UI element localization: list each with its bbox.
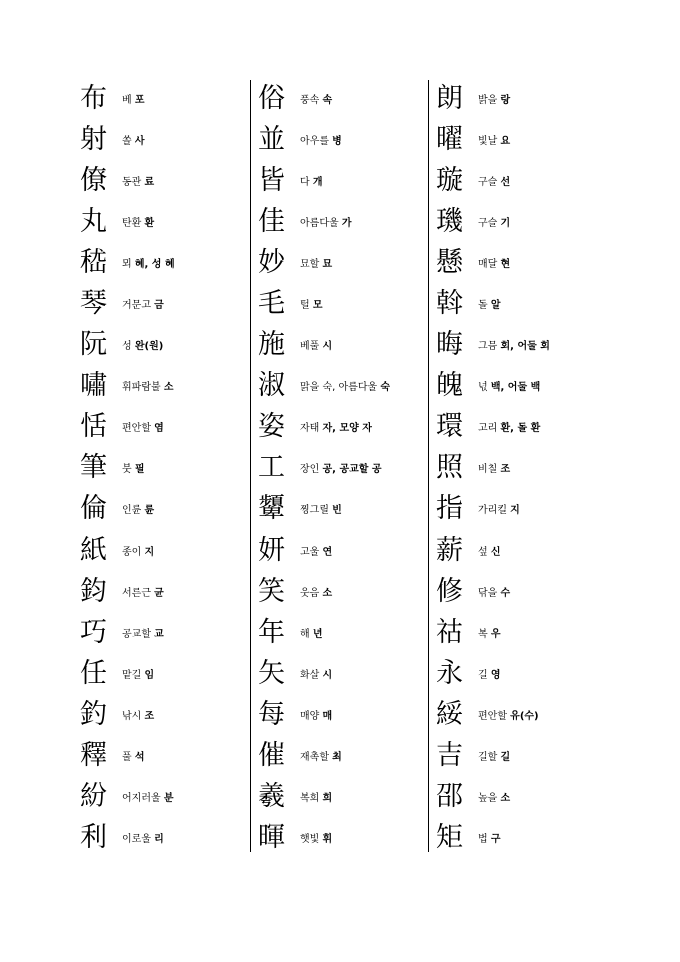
hanja-meaning: 고울 <box>300 546 320 558</box>
hanja-sound: 환, 돌 환 <box>500 423 541 435</box>
hanja-sound: 료 <box>144 177 155 189</box>
hanja-meaning: 베풀 <box>300 341 320 353</box>
hanja-character: 筆 <box>80 452 107 484</box>
hanja-meaning: 복희 <box>300 792 320 804</box>
hanja-character: 皆 <box>258 165 285 197</box>
vocabulary-entry <box>436 406 550 447</box>
hanja-character: 妙 <box>258 247 285 279</box>
vocabulary-entry <box>436 530 550 571</box>
hanja-reading <box>122 419 164 434</box>
hanja-reading <box>300 584 332 599</box>
hanja-character: 釣 <box>80 698 107 730</box>
hanja-sound: 가 <box>341 218 352 230</box>
hanja-character: 薪 <box>436 534 463 566</box>
hanja-reading <box>300 255 332 270</box>
hanja-reading <box>478 584 510 599</box>
hanja-sound: 알 <box>490 300 501 312</box>
hanja-character: 倫 <box>80 493 107 525</box>
hanja-meaning: 웃음 <box>300 587 320 599</box>
hanja-reading <box>300 666 332 681</box>
hanja-sound: 우 <box>490 628 501 640</box>
hanja-sound: 선 <box>500 177 511 189</box>
hanja-sound: 영 <box>490 669 501 681</box>
hanja-sound: 숙 <box>380 382 391 394</box>
hanja-reading <box>122 337 163 352</box>
hanja-character: 指 <box>436 493 463 525</box>
vocabulary-entry <box>436 201 550 242</box>
hanja-meaning: 찡그릴 <box>300 505 329 517</box>
hanja-character: 阮 <box>80 329 107 361</box>
hanja-reading <box>478 337 550 352</box>
hanja-reading <box>300 830 332 845</box>
hanja-meaning: 가리킬 <box>478 505 507 517</box>
hanja-character: 妍 <box>258 534 285 566</box>
hanja-sound: 지 <box>510 505 520 517</box>
vocabulary-entry <box>436 776 550 817</box>
hanja-sound: 포 <box>134 95 145 107</box>
hanja-reading <box>300 707 332 722</box>
hanja-reading <box>478 91 510 106</box>
hanja-meaning: 화살 <box>300 669 320 681</box>
vocabulary-entry <box>436 242 550 283</box>
hanja-character: 璣 <box>436 206 463 238</box>
hanja-meaning: 맡길 <box>122 669 142 681</box>
hanja-sound: 휘 <box>322 833 333 845</box>
hanja-character: 羲 <box>258 780 285 812</box>
hanja-reading <box>122 255 175 270</box>
hanja-reading <box>122 543 154 558</box>
vocabulary-column-3 <box>436 78 550 858</box>
hanja-sound: 신 <box>490 546 501 558</box>
hanja-character: 環 <box>436 411 463 443</box>
hanja-character: 嵇 <box>80 247 107 279</box>
hanja-reading <box>300 460 382 475</box>
hanja-meaning: 동관 <box>122 177 142 189</box>
hanja-character: 布 <box>80 83 107 115</box>
hanja-character: 魄 <box>436 370 463 402</box>
hanja-reading <box>478 132 510 147</box>
hanja-sound: 조 <box>144 710 155 722</box>
hanja-character: 永 <box>436 657 463 689</box>
hanja-meaning: 쏠 <box>122 136 132 148</box>
hanja-meaning: 붓 <box>122 464 132 476</box>
hanja-meaning: 길 <box>478 669 488 681</box>
vocabulary-entry <box>436 324 550 365</box>
hanja-character: 矩 <box>436 821 463 853</box>
hanja-meaning: 돌 <box>478 300 488 312</box>
hanja-character: 巧 <box>80 616 107 648</box>
hanja-meaning: 고리 <box>478 423 498 435</box>
hanja-sound: 길 <box>500 751 511 763</box>
hanja-reading <box>122 748 145 763</box>
hanja-reading <box>122 91 145 106</box>
hanja-meaning: 높을 <box>478 792 498 804</box>
hanja-sound: 자, 모양 자 <box>322 423 372 435</box>
hanja-sound: 시 <box>322 669 333 681</box>
vocabulary-entry <box>80 612 175 653</box>
hanja-character: 紙 <box>80 534 107 566</box>
vocabulary-entry <box>258 571 390 612</box>
hanja-reading <box>300 625 323 640</box>
hanja-character: 姿 <box>258 411 285 443</box>
hanja-character: 利 <box>80 821 107 853</box>
hanja-character: 修 <box>436 575 463 607</box>
hanja-sound: 조 <box>500 464 511 476</box>
hanja-meaning: 매달 <box>478 259 498 271</box>
vocabulary-entry <box>80 365 175 406</box>
hanja-meaning: 다 <box>300 177 310 189</box>
hanja-sound: 기 <box>500 218 511 230</box>
hanja-sound: 수 <box>500 587 511 599</box>
vocabulary-entry <box>436 160 550 201</box>
vocabulary-entry <box>80 776 175 817</box>
hanja-reading <box>300 789 332 804</box>
hanja-character: 年 <box>258 616 285 648</box>
hanja-meaning: 자태 <box>300 423 320 435</box>
vocabulary-entry <box>80 283 175 324</box>
hanja-reading <box>122 173 154 188</box>
hanja-sound: 필 <box>134 464 145 476</box>
hanja-character: 祜 <box>436 616 463 648</box>
hanja-reading <box>300 748 342 763</box>
hanja-character: 僚 <box>80 165 107 197</box>
hanja-meaning: 편안할 <box>478 710 507 722</box>
hanja-character: 恬 <box>80 411 107 443</box>
hanja-meaning: 아우를 <box>300 136 329 148</box>
hanja-reading <box>478 255 510 270</box>
hanja-sound: 소 <box>322 587 333 599</box>
hanja-reading <box>478 214 510 229</box>
hanja-character: 綏 <box>436 698 463 730</box>
hanja-meaning: 아름다울 <box>300 218 339 230</box>
hanja-reading <box>122 789 174 804</box>
vocabulary-entry <box>80 119 175 160</box>
hanja-reading <box>122 584 164 599</box>
hanja-meaning: 재촉할 <box>300 751 329 763</box>
vocabulary-entry <box>80 78 175 119</box>
hanja-meaning: 낚시 <box>122 710 142 722</box>
hanja-meaning: 인륜 <box>122 505 142 517</box>
hanja-sound: 요 <box>500 136 511 148</box>
hanja-reading <box>478 666 501 681</box>
hanja-reading <box>122 707 154 722</box>
hanja-sound: 완(원) <box>134 341 164 353</box>
hanja-meaning: 뫼 <box>122 259 132 271</box>
hanja-reading <box>478 625 501 640</box>
vocabulary-column-1 <box>80 78 175 858</box>
hanja-sound: 염 <box>154 423 164 435</box>
hanja-character: 照 <box>436 452 463 484</box>
vocabulary-entry <box>436 694 550 735</box>
hanja-meaning: 서른근 <box>122 587 151 599</box>
hanja-sound: 희 <box>322 792 333 804</box>
hanja-sound: 유(수) <box>510 710 539 722</box>
hanja-meaning: 섶 <box>478 546 488 558</box>
hanja-reading <box>478 830 501 845</box>
vocabulary-entry <box>258 530 390 571</box>
hanja-character: 吉 <box>436 739 463 771</box>
hanja-sound: 리 <box>154 833 164 845</box>
vocabulary-entry <box>258 78 390 119</box>
hanja-character: 暉 <box>258 821 285 853</box>
hanja-sound: 사 <box>134 136 145 148</box>
hanja-reading <box>300 173 323 188</box>
hanja-character: 丸 <box>80 206 107 238</box>
vocabulary-entry <box>80 735 175 776</box>
hanja-character: 毛 <box>258 288 285 320</box>
hanja-sound: 혜, 성 혜 <box>134 259 175 271</box>
vocabulary-entry <box>436 612 550 653</box>
hanja-sound: 랑 <box>500 95 511 107</box>
hanja-sound: 환 <box>144 218 155 230</box>
vocabulary-entry <box>436 283 550 324</box>
hanja-character: 釋 <box>80 739 107 771</box>
hanja-reading <box>478 748 510 763</box>
hanja-character: 任 <box>80 657 107 689</box>
hanja-character: 琴 <box>80 288 107 320</box>
hanja-reading <box>122 666 154 681</box>
vocabulary-entry <box>80 242 175 283</box>
vocabulary-entry <box>258 406 390 447</box>
hanja-meaning: 공교할 <box>122 628 151 640</box>
hanja-meaning: 탄환 <box>122 218 142 230</box>
hanja-meaning: 어지러울 <box>122 792 161 804</box>
hanja-sound: 년 <box>312 628 323 640</box>
vocabulary-entry <box>258 653 390 694</box>
hanja-reading <box>300 378 390 393</box>
hanja-meaning: 구슬 <box>478 177 498 189</box>
hanja-reading <box>478 378 540 393</box>
hanja-sound: 구 <box>490 833 501 845</box>
hanja-meaning: 밝을 <box>478 95 498 107</box>
hanja-reading <box>122 501 154 516</box>
hanja-reading <box>122 460 145 475</box>
hanja-reading <box>478 501 520 516</box>
vocabulary-entry <box>436 653 550 694</box>
vocabulary-entry <box>436 488 550 529</box>
vocabulary-entry <box>258 735 390 776</box>
hanja-reading <box>300 337 332 352</box>
hanja-meaning: 빛날 <box>478 136 498 148</box>
vocabulary-entry <box>80 406 175 447</box>
hanja-meaning: 베 <box>122 95 132 107</box>
vocabulary-entry <box>436 571 550 612</box>
hanja-meaning: 비칠 <box>478 464 498 476</box>
vocabulary-entry <box>258 160 390 201</box>
hanja-sound: 공, 공교할 공 <box>322 464 382 476</box>
hanja-sound: 균 <box>154 587 164 599</box>
vocabulary-entry <box>80 324 175 365</box>
hanja-meaning: 햇빛 <box>300 833 320 845</box>
vocabulary-entry <box>80 488 175 529</box>
hanja-reading <box>300 214 352 229</box>
hanja-reading <box>478 543 501 558</box>
hanja-sound: 최 <box>332 751 342 763</box>
vocabulary-entry <box>80 530 175 571</box>
hanja-meaning: 해 <box>300 628 310 640</box>
hanja-sound: 빈 <box>332 505 342 517</box>
vocabulary-entry <box>436 447 550 488</box>
hanja-character: 顰 <box>258 493 285 525</box>
vocabulary-entry <box>258 817 390 858</box>
hanja-reading <box>300 132 342 147</box>
hanja-reading <box>478 707 539 722</box>
hanja-meaning: 매양 <box>300 710 320 722</box>
hanja-character: 懸 <box>436 247 463 279</box>
hanja-character: 矢 <box>258 657 285 689</box>
vocabulary-entry <box>436 735 550 776</box>
hanja-meaning: 장인 <box>300 464 320 476</box>
hanja-sound: 소 <box>500 792 511 804</box>
hanja-reading <box>122 378 174 393</box>
vocabulary-entry <box>80 201 175 242</box>
hanja-sound: 속 <box>322 95 333 107</box>
vocabulary-entry <box>258 488 390 529</box>
hanja-reading <box>478 419 540 434</box>
vocabulary-entry <box>258 242 390 283</box>
hanja-character: 射 <box>80 124 107 156</box>
hanja-meaning: 길할 <box>478 751 498 763</box>
hanja-character: 淑 <box>258 370 285 402</box>
hanja-sound: 연 <box>322 546 333 558</box>
hanja-reading <box>478 460 510 475</box>
vocabulary-entry <box>80 447 175 488</box>
hanja-reading <box>478 789 510 804</box>
hanja-character: 佳 <box>258 206 285 238</box>
hanja-sound: 시 <box>322 341 333 353</box>
hanja-character: 每 <box>258 698 285 730</box>
hanja-sound: 분 <box>163 792 174 804</box>
hanja-sound: 임 <box>144 669 155 681</box>
hanja-character: 俗 <box>258 83 285 115</box>
hanja-reading <box>478 173 510 188</box>
hanja-sound: 금 <box>154 300 164 312</box>
hanja-meaning: 풀 <box>122 751 132 763</box>
hanja-sound: 백, 어둘 백 <box>490 382 541 394</box>
hanja-sound: 매 <box>322 710 333 722</box>
vocabulary-entry <box>258 365 390 406</box>
hanja-character: 曜 <box>436 124 463 156</box>
hanja-character: 鈞 <box>80 575 107 607</box>
hanja-character: 催 <box>258 739 285 771</box>
hanja-sound: 병 <box>332 136 342 148</box>
hanja-character: 邵 <box>436 780 463 812</box>
hanja-reading <box>478 296 501 311</box>
hanja-sound: 개 <box>312 177 323 189</box>
hanja-sound: 묘 <box>322 259 333 271</box>
hanja-character: 笑 <box>258 575 285 607</box>
hanja-reading <box>122 132 145 147</box>
hanja-meaning: 이로울 <box>122 833 151 845</box>
hanja-meaning: 거문고 <box>122 300 151 312</box>
hanja-sound: 석 <box>134 751 145 763</box>
hanja-reading <box>300 296 323 311</box>
vocabulary-entry <box>80 160 175 201</box>
hanja-meaning: 법 <box>478 833 488 845</box>
vocabulary-entry <box>258 283 390 324</box>
hanja-reading <box>122 625 164 640</box>
hanja-meaning: 묘할 <box>300 259 320 271</box>
hanja-meaning: 풍속 <box>300 95 320 107</box>
hanja-character: 璇 <box>436 165 463 197</box>
hanja-character: 嘯 <box>80 370 107 402</box>
hanja-character: 晦 <box>436 329 463 361</box>
hanja-meaning: 종이 <box>122 546 142 558</box>
vocabulary-entry <box>436 119 550 160</box>
vocabulary-entry <box>258 447 390 488</box>
hanja-character: 工 <box>258 452 285 484</box>
hanja-sound: 현 <box>500 259 511 271</box>
hanja-character: 朗 <box>436 83 463 115</box>
vocabulary-entry <box>436 78 550 119</box>
vocabulary-entry <box>80 571 175 612</box>
hanja-reading <box>122 296 164 311</box>
column-divider <box>428 80 429 852</box>
hanja-sound: 교 <box>154 628 164 640</box>
vocabulary-entry <box>258 201 390 242</box>
hanja-meaning: 복 <box>478 628 488 640</box>
vocabulary-entry <box>80 817 175 858</box>
hanja-character: 並 <box>258 124 285 156</box>
hanja-meaning: 휘파람불 <box>122 382 161 394</box>
hanja-meaning: 맑을 숙, 아름다울 <box>300 382 378 394</box>
vocabulary-entry <box>258 119 390 160</box>
hanja-reading <box>300 91 332 106</box>
hanja-sound: 륜 <box>144 505 155 517</box>
hanja-sound: 지 <box>144 546 155 558</box>
hanja-sound: 소 <box>163 382 174 394</box>
hanja-meaning: 성 <box>122 341 132 353</box>
vocabulary-entry <box>80 653 175 694</box>
hanja-character: 施 <box>258 329 285 361</box>
hanja-reading <box>122 214 154 229</box>
hanja-meaning: 구슬 <box>478 218 498 230</box>
hanja-reading <box>300 419 372 434</box>
vocabulary-entry <box>436 365 550 406</box>
hanja-character: 斡 <box>436 288 463 320</box>
hanja-sound: 모 <box>312 300 323 312</box>
hanja-reading <box>300 543 332 558</box>
vocabulary-entry <box>258 324 390 365</box>
hanja-meaning: 그믐 <box>478 341 498 353</box>
hanja-character: 紛 <box>80 780 107 812</box>
vocabulary-column-2 <box>258 78 390 858</box>
hanja-sound: 회, 어둘 회 <box>500 341 550 353</box>
hanja-meaning: 닦을 <box>478 587 498 599</box>
column-divider <box>250 80 251 852</box>
hanja-meaning: 털 <box>300 300 310 312</box>
vocabulary-entry <box>436 817 550 858</box>
hanja-meaning: 편안할 <box>122 423 151 435</box>
hanja-meaning: 넋 <box>478 382 488 394</box>
vocabulary-entry <box>80 694 175 735</box>
hanja-reading <box>300 501 342 516</box>
hanja-reading <box>122 830 164 845</box>
vocabulary-entry <box>258 776 390 817</box>
vocabulary-entry <box>258 694 390 735</box>
vocabulary-entry <box>258 612 390 653</box>
